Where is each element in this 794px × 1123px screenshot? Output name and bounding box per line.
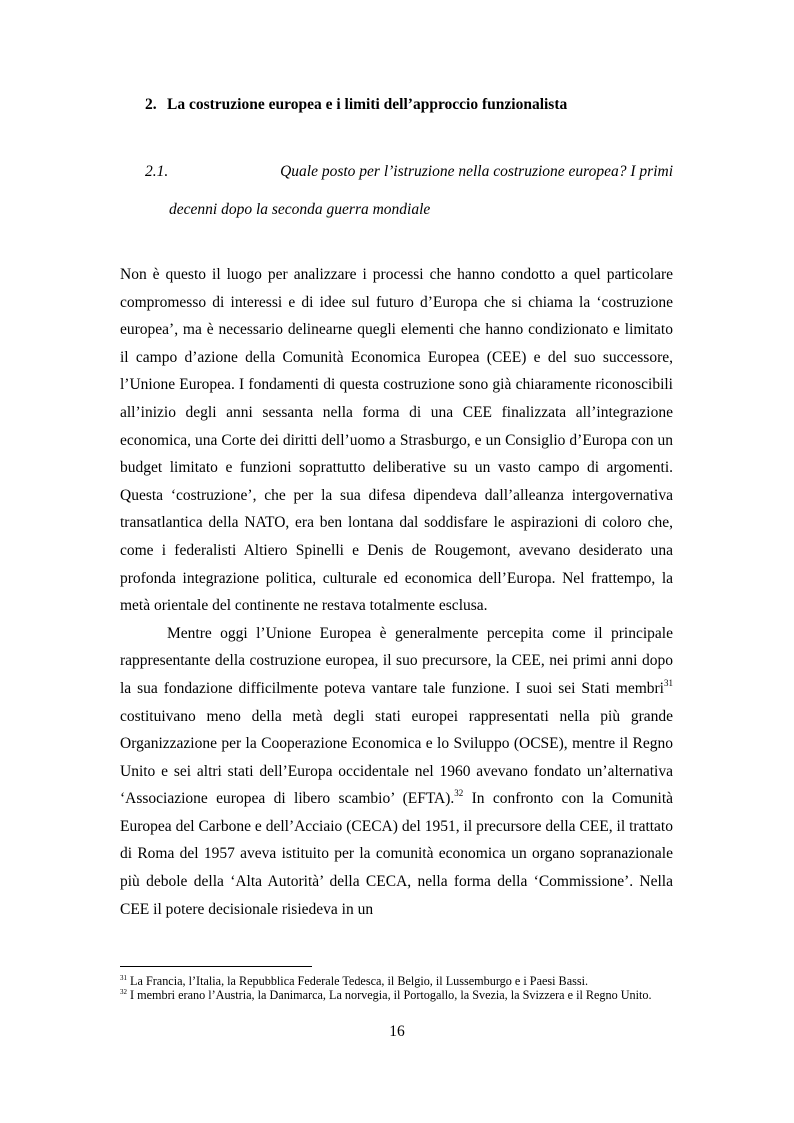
subsection-title-line1: Quale posto per l’istruzione nella costruzione europea? I primi <box>280 163 673 180</box>
footnote-text: La Francia, l’Italia, la Repubblica Federale Tedesca, il Belgio, il Lussemburgo e i Paesi Bassi. <box>127 974 589 988</box>
page-number: 16 <box>389 1023 405 1040</box>
body-text <box>120 261 673 923</box>
paragraph-2 <box>120 620 673 924</box>
footnote-text: I membri erano l’Austria, la Danimarca, La norvegia, il Portogallo, la Svezia, la Svizzera e il Regno Unito. <box>127 988 652 1002</box>
footnote-32 <box>120 988 673 1002</box>
section-number: 2. <box>145 96 157 113</box>
footnote-ref-31[interactable]: 31 <box>664 677 673 688</box>
subsection-number: 2.1. <box>145 163 169 180</box>
paragraph-1: Non è questo il luogo per analizzare i processi che hanno condotto a quel particolare compromesso di interessi e di idee sul futuro d’Europa che si chiama la ‘costruzione europea’, ma è necessario delinearne quegli elementi che hanno condizionato e limitato il campo d’azione della Comunità Economica Europea (CEE) e del suo successore, l’Unione Europea. I fondamenti di questa costruzione sono già chiaramente riconoscibili all’inizio degli anni sessanta nella forma di una CEE finalizzata all’integrazione economica, una Corte dei diritti dell’uomo a Strasburgo, e un Consiglio d’Europa con un budget limitato e funzioni soprattutto deliberative su un vasto campo di argomenti. Questa ‘costruzione’, che per la sua difesa dipendeva dall’alleanza intergovernativa transatlantica della NATO, era ben lontana dal soddisfare le aspirazioni di coloro che, come i federalisti Altiero Spinelli e Denis de Rougemont, avevano desiderato una profonda integrazione politica, culturale ed economica dell’Europa. Nel frattempo, la metà orientale del continente ne restava totalmente esclusa. <box>120 266 673 615</box>
footnotes <box>120 974 673 1002</box>
subsection-title-line2: decenni dopo la seconda guerra mondiale <box>169 201 431 218</box>
subsection-heading <box>145 162 673 220</box>
footnote-31 <box>120 974 673 988</box>
footnote-ref-32[interactable]: 32 <box>454 788 464 799</box>
paragraph-2-part3: In confronto con la Comunità Europea del Carbone e dell’Acciaio (CECA) del 1951, il precursore della CEE, il trattato di Roma del 1957 aveva istituito per la comunità economica un organo sopranazionale più debole della ‘Alta Autorità’ della CECA, nella forma della ‘Commissione’. Nella CEE il potere decisionale risiedeva in un <box>120 790 673 918</box>
section-heading <box>145 96 567 114</box>
footnote-number: 32 <box>120 988 127 996</box>
paragraph-2-part2: costituivano meno della metà degli stati europei rappresentati nella più grande Organizzazione per la Cooperazione Economica e lo Sviluppo (OCSE), mentre il Regno Unito e sei altri stati dell’Europa occidentale nel 1960 avevano fondato un’alternativa ‘Associazione europea di libero scambio’ (EFTA). <box>120 707 673 808</box>
footnote-number: 31 <box>120 974 127 982</box>
footnote-separator <box>120 966 312 967</box>
section-title: La costruzione europea e i limiti dell’approccio funzionalista <box>167 96 568 113</box>
paragraph-2-part1: Mentre oggi l’Unione Europea è generalmente percepita come il principale rappresentante della costruzione europea, il suo precursore, la CEE, nei primi anni dopo la sua fondazione difficilmente poteva vantare tale funzione. I suoi sei Stati membri <box>120 624 673 697</box>
